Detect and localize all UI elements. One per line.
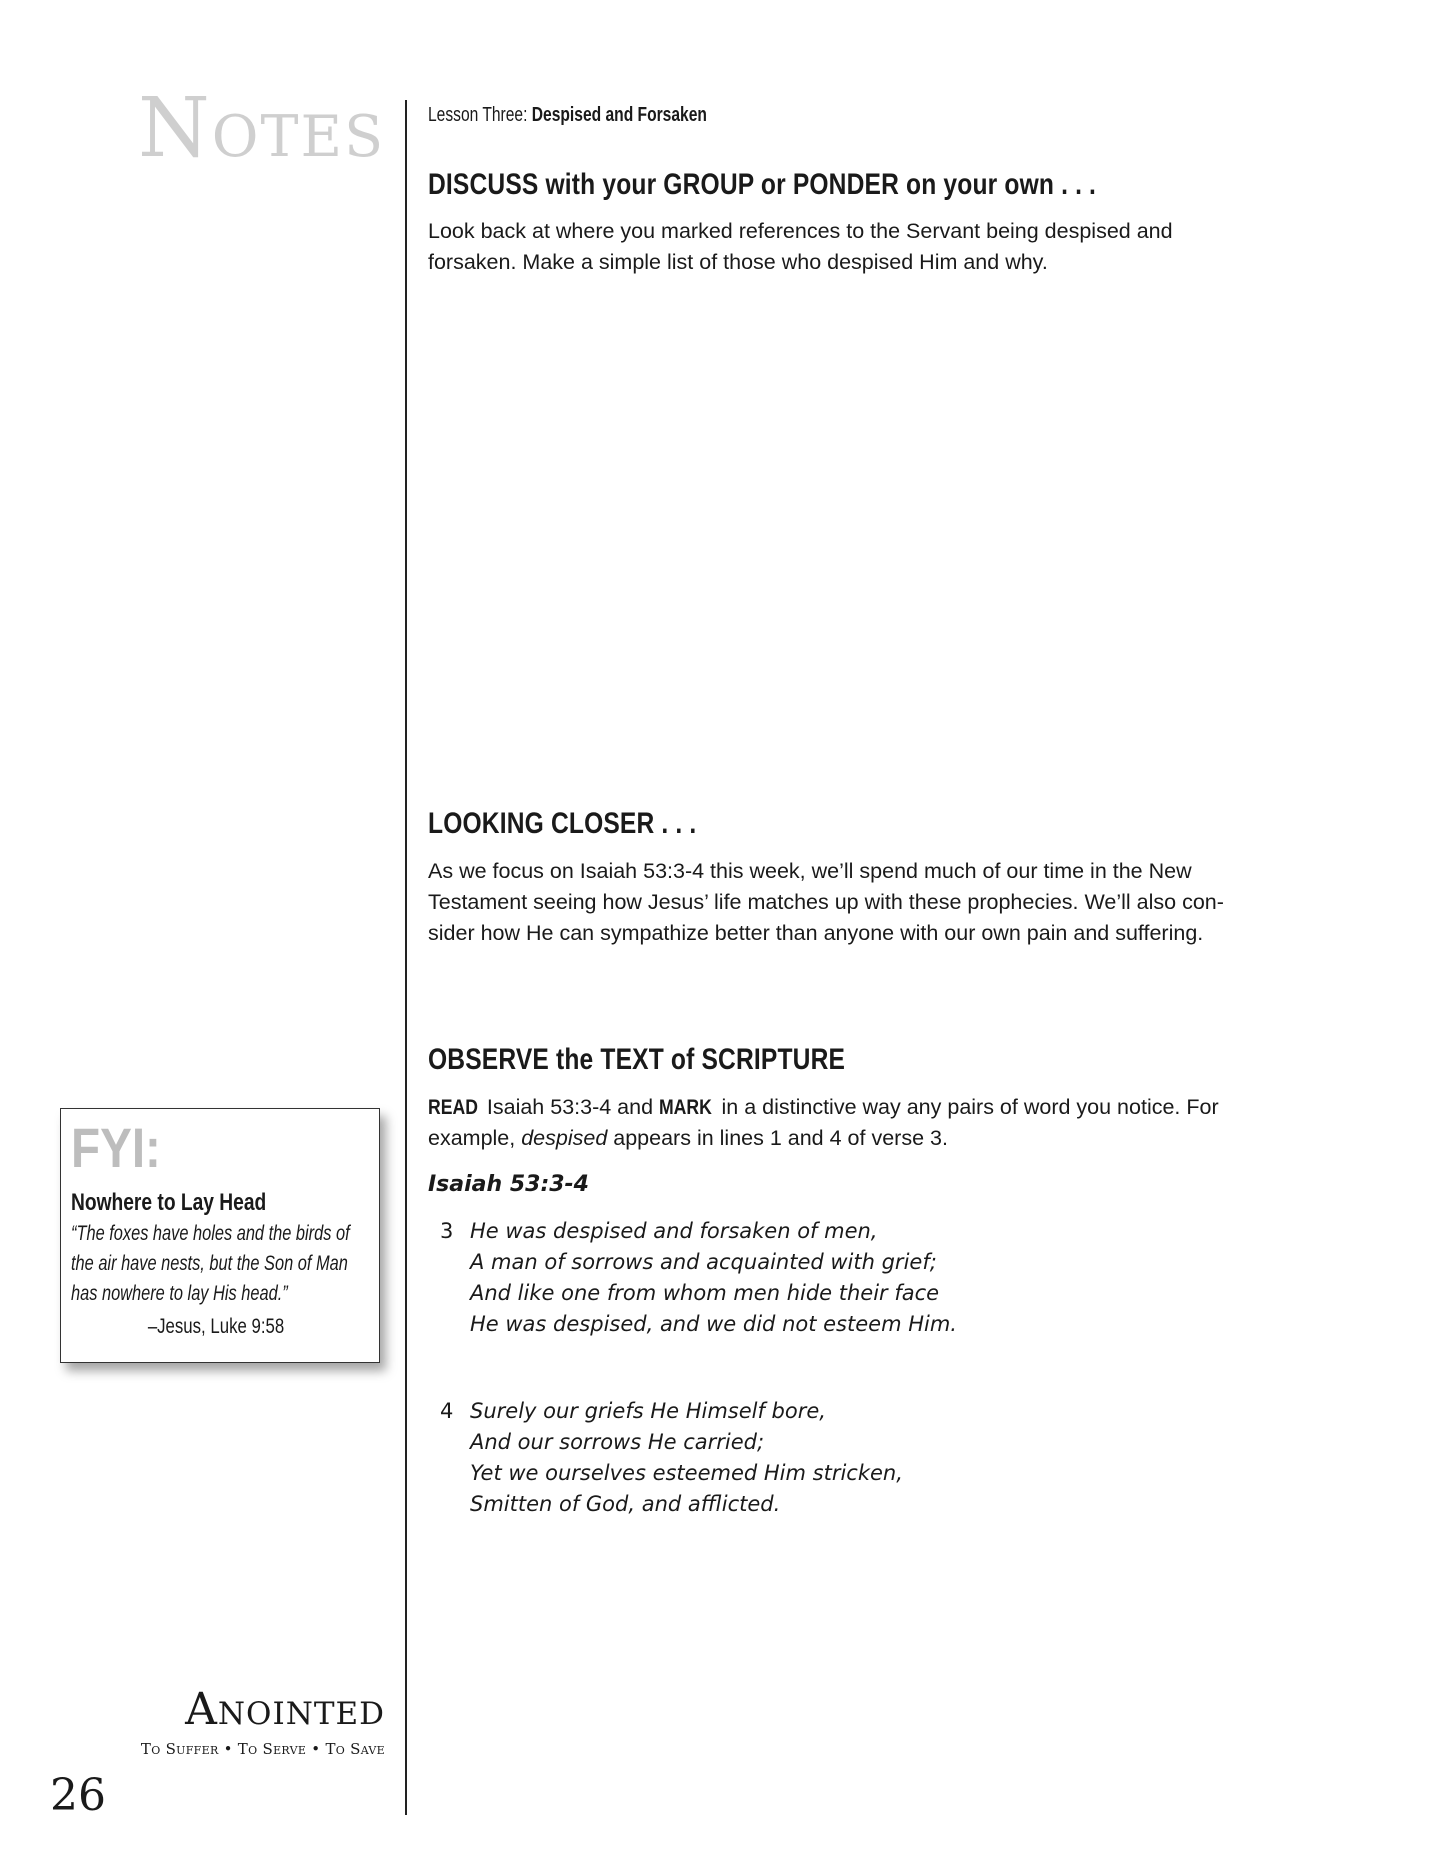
verse-line: Yet we ourselves esteemed Him stricken,	[470, 1461, 903, 1485]
observe-heading: OBSERVE the TEXT of SCRIPTURE	[428, 1043, 846, 1076]
fyi-attribution: –Jesus, Luke 9:58	[147, 1315, 285, 1338]
discuss-heading: DISCUSS with your GROUP or PONDER on your own . . .	[428, 168, 1097, 201]
book-subtitle: To Suffer • To Serve • To Save	[140, 1740, 385, 1758]
looking-closer-body-line: sider how He can sympathize better than anyone with our own pain and suffering.	[428, 921, 1204, 945]
fyi-quote-line: has nowhere to lay His head.”	[71, 1282, 288, 1305]
fyi-quote	[71, 1219, 360, 1309]
looking-closer-body-line: As we focus on Isaiah 53:3-4 this week, we’ll spend much of our time in the New	[428, 859, 1192, 883]
verse-number: 4	[440, 1399, 454, 1423]
observe-line-2	[428, 1123, 1288, 1154]
example-suffix: appears in lines 1 and 4 of verse 3.	[607, 1126, 948, 1150]
fyi-sidebar-box	[60, 1108, 380, 1363]
discuss-body-line: forsaken. Make a simple list of those who despised Him and why.	[428, 250, 1048, 274]
verse-line: And like one from whom men hide their face	[470, 1281, 940, 1305]
looking-closer-body	[428, 856, 1288, 949]
read-text: Isaiah 53:3-4 and	[480, 1095, 660, 1119]
vertical-divider	[405, 100, 407, 1815]
verse-line: And our sorrows He carried;	[470, 1430, 765, 1454]
verse-line: Surely our griefs He Himself bore,	[470, 1399, 826, 1423]
fyi-title: Nowhere to Lay Head	[71, 1189, 267, 1216]
verse-number: 3	[440, 1219, 454, 1243]
verse-line: Smitten of God, and afflicted.	[470, 1492, 781, 1516]
fyi-quote-line: the air have nests, but the Son of Man	[71, 1252, 348, 1275]
fyi-quote-line: “The foxes have holes and the birds of	[71, 1222, 350, 1245]
example-prefix: example,	[428, 1126, 522, 1150]
read-label: READ	[428, 1095, 478, 1119]
lesson-prefix: Lesson Three:	[428, 104, 528, 126]
book-title: Anointed	[185, 1684, 385, 1735]
lesson-title: Despised and Forsaken	[531, 104, 707, 126]
discuss-body-line: Look back at where you marked references to the Servant being despised and	[428, 219, 1173, 243]
notes-heading: Notes	[138, 81, 386, 176]
verse-line: A man of sorrows and acquainted with grief;	[470, 1250, 937, 1274]
example-italic-word: despised	[521, 1126, 608, 1150]
mark-text: in a distinctive way any pairs of word you notice. For	[715, 1095, 1219, 1119]
discuss-body	[428, 216, 1288, 278]
mark-label: MARK	[659, 1095, 712, 1119]
verse-4	[440, 1396, 1200, 1520]
verse-line: He was despised and forsaken of men,	[470, 1219, 878, 1243]
verse-3	[440, 1216, 1200, 1340]
observe-instructions	[428, 1092, 1288, 1154]
page-number: 26	[50, 1770, 106, 1821]
lesson-header	[428, 104, 707, 127]
looking-closer-body-line: Testament seeing how Jesus’ life matches up with these prophecies. We’ll also con-	[428, 890, 1224, 914]
scripture-reference: Isaiah 53:3-4	[428, 1172, 589, 1197]
verse-line: He was despised, and we did not esteem Him.	[470, 1312, 957, 1336]
observe-line-1	[428, 1092, 1288, 1123]
fyi-label: FYI:	[71, 1116, 161, 1179]
looking-closer-heading: LOOKING CLOSER . . .	[428, 807, 697, 840]
